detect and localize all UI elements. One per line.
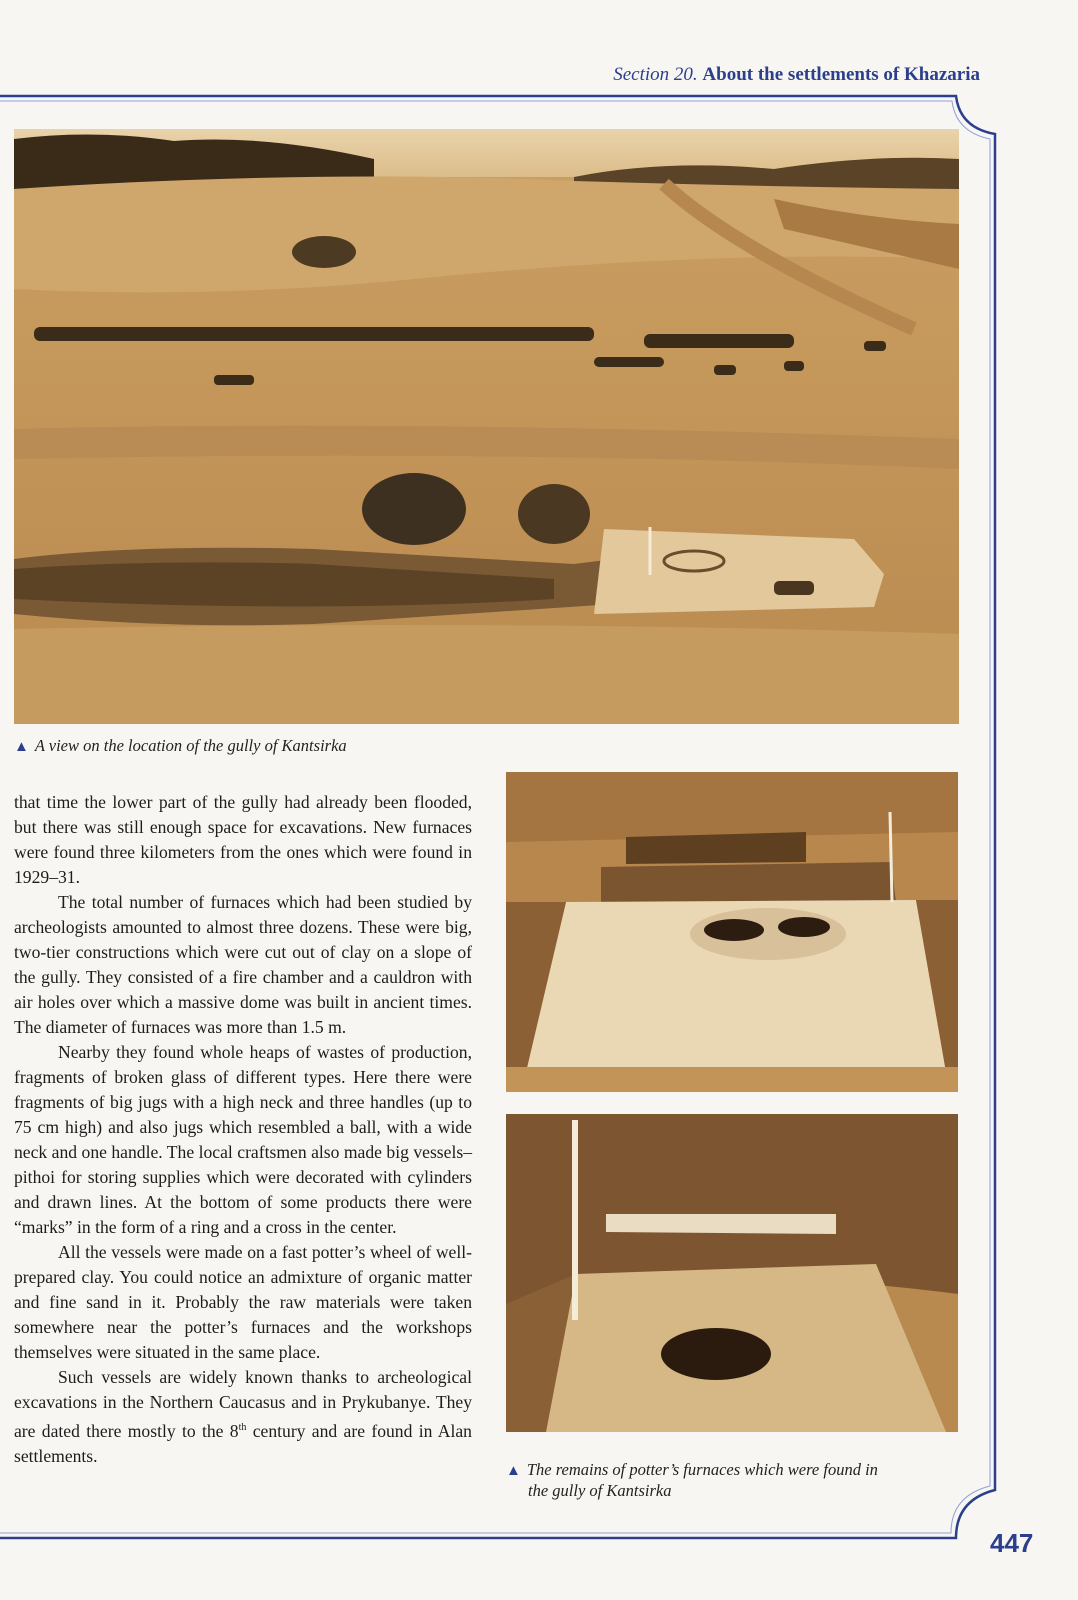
paragraph-4: All the vessels were made on a fast potter’s wheel of well-prepared clay. You could notice an admixture of organic matter and fine sand in it. Probably the raw materials were taken somewhere near the potter’s furnaces and the workshops themselves were situated in the same place. xyxy=(14,1242,472,1362)
page-number: 447 xyxy=(990,1528,1034,1558)
paragraph-1: that time the lower part of the gully had already been flooded, but there was still enough space for excavations. New furnaces were found three kilometers from the ones which were found in 1929–31. xyxy=(14,792,472,887)
furnace-excavation-photo-bottom xyxy=(506,1114,958,1432)
top-photo-caption: ▲ A view on the location of the gully of Kantsirka xyxy=(14,736,347,755)
caption-arrow-icon: ▲ xyxy=(14,739,29,755)
body-text xyxy=(14,790,472,1469)
paragraph-3: Nearby they found whole heaps of wastes of production, fragments of broken glass of different types. Here there were fragments of big jugs with a high neck and three handles (up to 75 cm high) and also jugs which resembled a ball, with a wide neck and one handle. The local craftsmen also made big vessels–pithoi for storing supplies which were decorated with cylinders and drawn lines. At the bottom of some products there were “marks” in the form of a ring and a cross in the center. xyxy=(14,1042,472,1237)
section-number: Section 20. xyxy=(613,64,698,85)
running-header xyxy=(613,64,980,86)
furnace-excavation-photo-top xyxy=(506,772,958,1092)
paragraph-2: The total number of furnaces which had been studied by archeologists amounted to almost three dozens. These were big, two-tier constructions which were cut out of clay on a slope of the gully. They consisted of a fire chamber and a cauldron with air holes over which a massive dome was built in ancient times. The diameter of furnaces was more than 1.5 m. xyxy=(14,892,472,1037)
right-photo-caption: ▲ The remains of potter’s furnaces which were found in the gully of Kantsirka xyxy=(506,1460,878,1500)
paragraph-5: Such vessels are widely known thanks to archeological excavations in the Northern Caucasus and in Prykubanye. They are dated there mostly to the 8th century and are found in Alan settlements. xyxy=(14,1367,472,1466)
caption-arrow-icon: ▲ xyxy=(506,1463,521,1479)
gully-landscape-photo xyxy=(14,129,959,724)
section-title: About the settlements of Khazaria xyxy=(702,64,980,85)
